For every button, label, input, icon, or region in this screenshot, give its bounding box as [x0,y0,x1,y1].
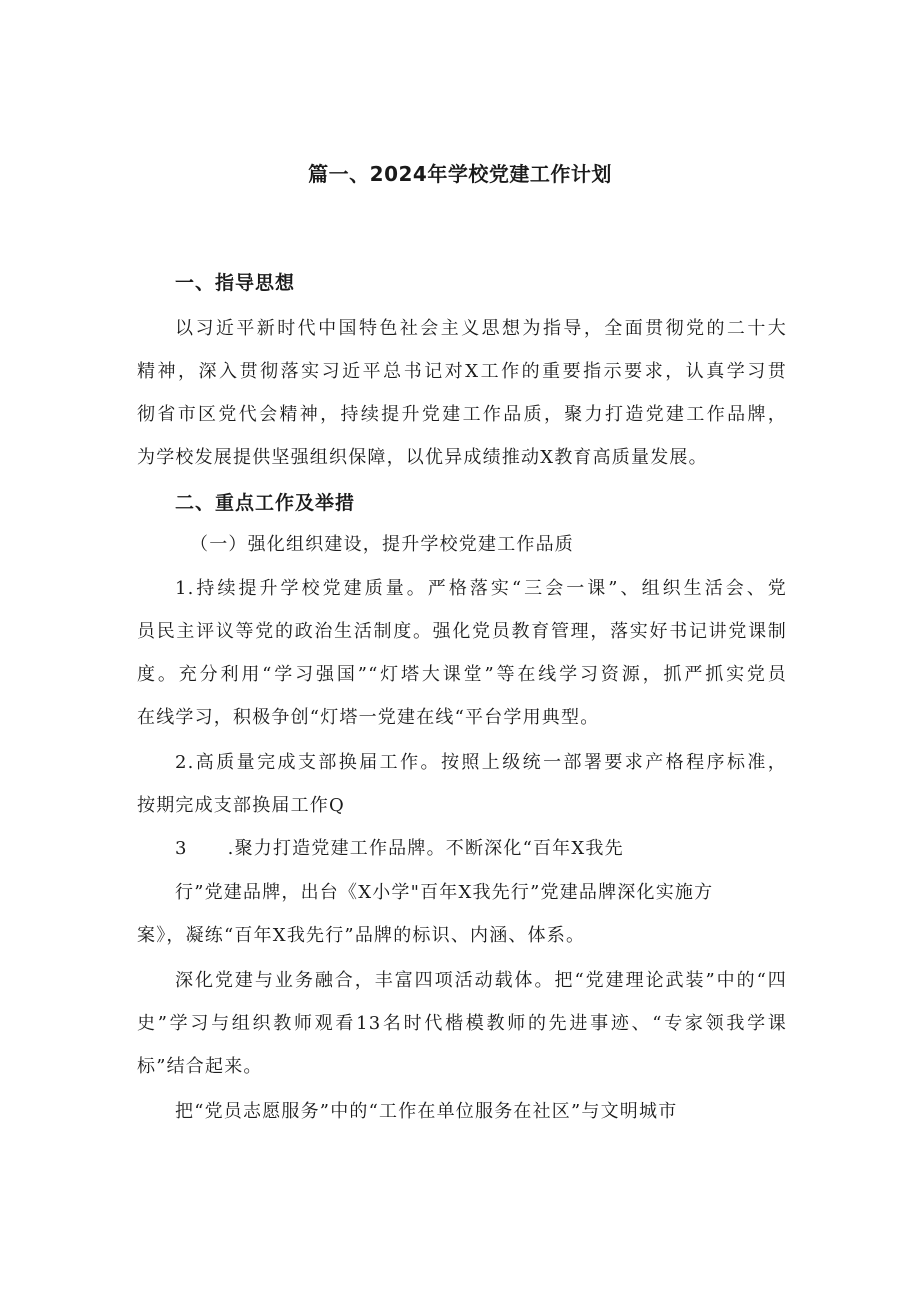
paragraph-line: 度。充分利用“学习强国”“灯塔大课堂”等在线学习资源，抓严抓实党员 [137,664,787,685]
paragraph-line: 2.高质量完成支部换届工作。按照上级统一部署要求产格程序标准， [175,752,787,773]
paragraph-line-item3 [175,834,624,860]
item-text: .聚力打造党建工作品牌。不断深化“百年X我先 [227,838,624,859]
paragraph-line: 深化党建与业务融合，丰富四项活动载体。把“党建理论武装”中的“四 [175,970,787,991]
paragraph-line: 在线学习，积极争创“灯塔一党建在线“平台学用典型。 [137,707,600,728]
section-heading-guiding-ideology: 一、指导思想 [175,272,296,294]
subsection-heading: （一）强化组织建设，提升学校党建工作品质 [190,534,574,555]
paragraph-line: 以习近平新时代中国特色社会主义思想为指导，全面贯彻党的二十大 [175,318,787,339]
paragraph-line: 标”结合起来。 [137,1056,263,1077]
paragraph-line: 精神，深入贯彻落实习近平总书记对X工作的重要指示要求，认真学习贯 [137,361,787,382]
paragraph-line: 1.持续提升学校党建质量。严格落实“三会一课”、组织生活会、党 [175,578,787,599]
paragraph-line: 把“党员志愿服务”中的“工作在单位服务在社区”与文明城市 [175,1101,678,1122]
item-number: 3 [175,838,188,859]
paragraph-line: 为学校发展提供坚强组织保障，以优异成绩推动X教育高质量发展。 [137,447,708,468]
paragraph-line: 按期完成支部换届工作Q [137,795,345,816]
section-heading-key-work: 二、重点工作及举措 [175,492,356,514]
paragraph-line: 案》，凝练“百年X我先行”品牌的标识、内涵、体系。 [137,925,586,946]
paragraph-line: 行”党建品牌，出台《X小学"百年X我先行”党建品牌深化实施方 [175,882,714,903]
paragraph-line: 彻省市区党代会精神，持续提升党建工作品质，聚力打造党建工作品牌， [137,404,787,425]
paragraph-line: 史”学习与组织教师观看13名时代楷模教师的先进事迹、“专家领我学课 [137,1013,787,1034]
document-title: 篇一、2024年学校党建工作计划 [308,162,612,186]
paragraph-line: 员民主评议等党的政治生活制度。强化党员教育管理，落实好书记讲党课制 [137,621,787,642]
